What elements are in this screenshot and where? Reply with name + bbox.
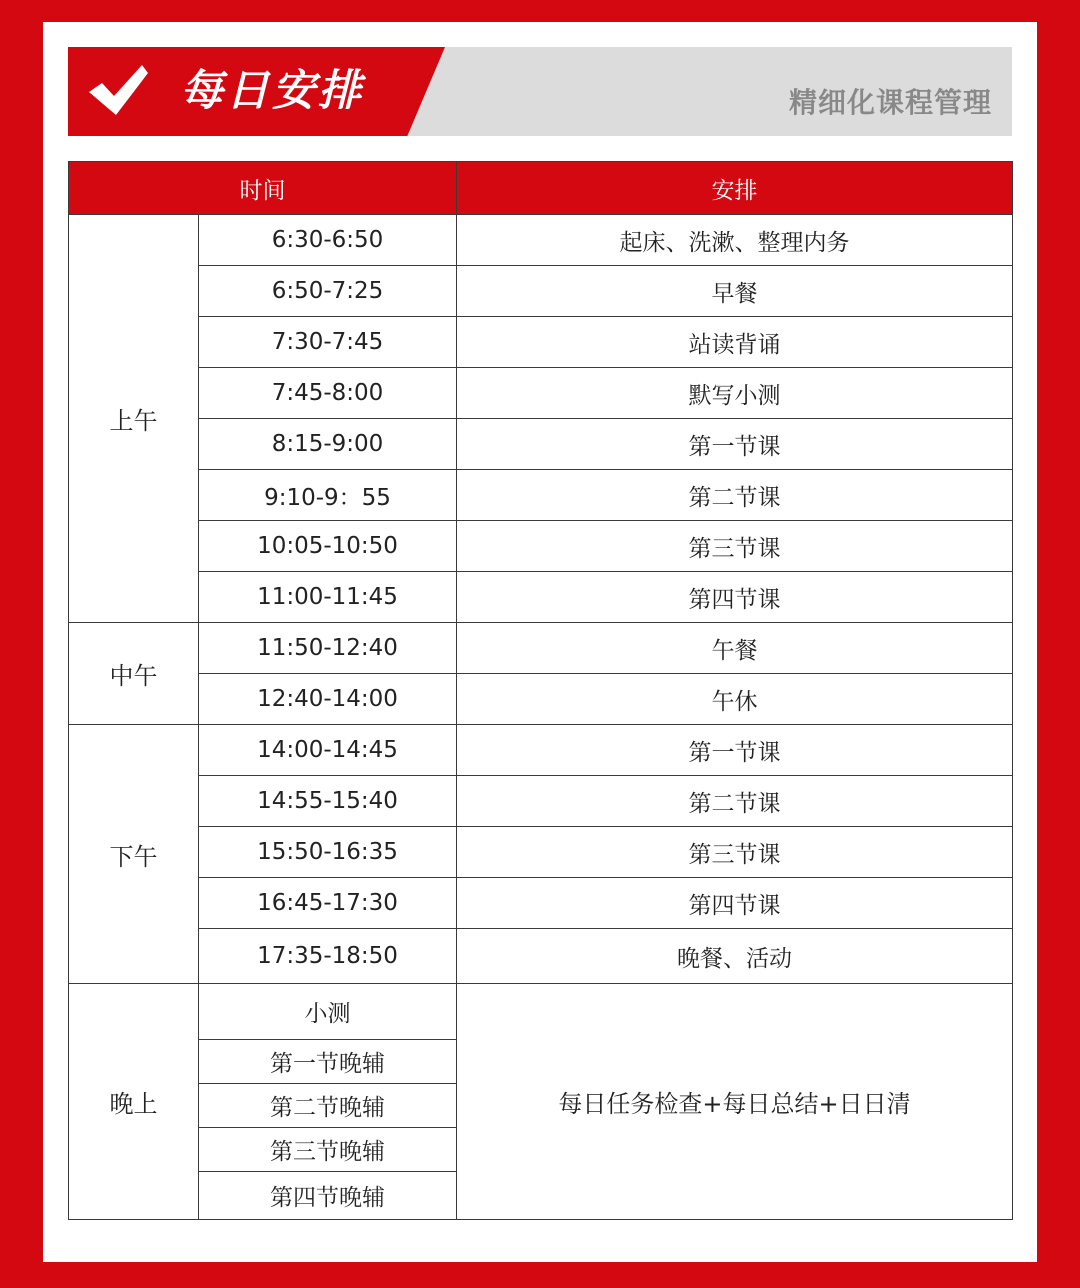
time-cell: 11:50-12:40	[199, 623, 457, 674]
time-cell: 16:45-17:30	[199, 878, 457, 929]
table-row	[69, 929, 1013, 984]
activity-cell: 第三节课	[457, 521, 1013, 572]
time-cell: 7:45-8:00	[199, 368, 457, 419]
time-cell: 8:15-9:00	[199, 419, 457, 470]
table-row	[69, 521, 1013, 572]
evening-slot-cell: 第二节晚辅	[199, 1084, 457, 1128]
header-banner	[68, 47, 1012, 136]
table-row	[69, 368, 1013, 419]
time-cell: 6:50-7:25	[199, 266, 457, 317]
table-row	[69, 725, 1013, 776]
table-row	[69, 623, 1013, 674]
activity-cell: 第二节课	[457, 776, 1013, 827]
time-cell: 14:00-14:45	[199, 725, 457, 776]
table-row	[69, 827, 1013, 878]
time-cell: 11:00-11:45	[199, 572, 457, 623]
header-time: 时间	[69, 162, 457, 215]
table-row	[69, 984, 1013, 1040]
time-cell: 6:30-6:50	[199, 215, 457, 266]
activity-cell: 默写小测	[457, 368, 1013, 419]
activity-cell: 早餐	[457, 266, 1013, 317]
evening-slot-cell: 第一节晚辅	[199, 1040, 457, 1084]
period-morning: 上午	[69, 215, 199, 623]
table-row	[69, 470, 1013, 521]
table-row	[69, 674, 1013, 725]
table-row	[69, 776, 1013, 827]
activity-cell: 第四节课	[457, 572, 1013, 623]
schedule-table	[68, 161, 1013, 1220]
evening-slot-cell: 小测	[199, 984, 457, 1040]
activity-cell: 站读背诵	[457, 317, 1013, 368]
time-cell: 7:30-7:45	[199, 317, 457, 368]
activity-cell: 第一节课	[457, 725, 1013, 776]
table-row	[69, 266, 1013, 317]
evening-slot-cell: 第四节晚辅	[199, 1172, 457, 1220]
activity-cell: 第二节课	[457, 470, 1013, 521]
table-row	[69, 317, 1013, 368]
table-row	[69, 215, 1013, 266]
time-cell: 9:10-9：55	[199, 470, 457, 521]
evening-slot-cell: 第三节晚辅	[199, 1128, 457, 1172]
activity-cell: 晚餐、活动	[457, 929, 1013, 984]
banner-title: 每日安排	[180, 66, 364, 116]
period-noon: 中午	[69, 623, 199, 725]
activity-cell: 午餐	[457, 623, 1013, 674]
header-arrangement: 安排	[457, 162, 1013, 215]
table-row	[69, 419, 1013, 470]
period-afternoon: 下午	[69, 725, 199, 984]
checkmark-icon	[86, 59, 152, 125]
activity-cell: 午休	[457, 674, 1013, 725]
time-cell: 17:35-18:50	[199, 929, 457, 984]
activity-cell: 第一节课	[457, 419, 1013, 470]
activity-cell: 第三节课	[457, 827, 1013, 878]
activity-cell: 起床、洗漱、整理内务	[457, 215, 1013, 266]
period-evening: 晚上	[69, 984, 199, 1220]
table-row	[69, 878, 1013, 929]
activity-cell: 第四节课	[457, 878, 1013, 929]
evening-activity-cell: 每日任务检查+每日总结+日日清	[457, 984, 1013, 1220]
time-cell: 12:40-14:00	[199, 674, 457, 725]
time-cell: 10:05-10:50	[199, 521, 457, 572]
table-header-row	[69, 162, 1013, 215]
time-cell: 15:50-16:35	[199, 827, 457, 878]
banner-subtitle: 精细化课程管理	[788, 86, 992, 119]
table-row	[69, 572, 1013, 623]
time-cell: 14:55-15:40	[199, 776, 457, 827]
